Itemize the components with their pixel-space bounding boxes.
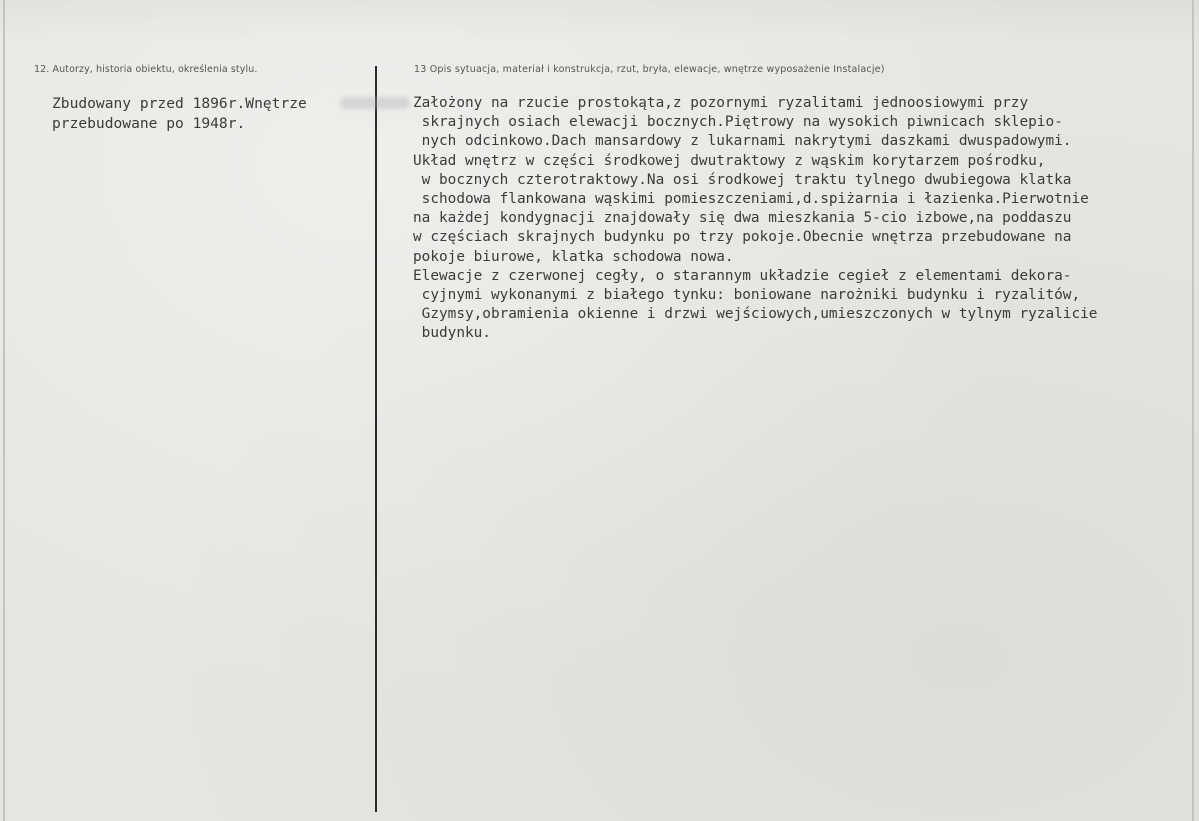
- authors-history-text: Zbudowany przed 1896r.Wnętrze przebudowane po 1948r.: [52, 95, 307, 132]
- column-divider: [375, 66, 377, 812]
- section-12-header: 12. Autorzy, historia obiektu, określenia stylu.: [34, 64, 258, 75]
- paper-shading: [0, 0, 1199, 40]
- description-text: Założony na rzucie prostokąta,z pozornymi ryzalitami jednoosiowymi przy skrajnych osiach elewacji bocznych.Piętrowy na wysokich piwnicach sklepio- nych odcinkowo.Dach mansardowy z lukarnami nakrytymi daszkami dwuspadowymi. Układ wnętrz w części środkowej dwutraktowy z wąskim korytarzem pośrodku, w bocznych czterotraktowy.Na osi środkowej traktu tylnego dwubiegowa klatka schodowa flankowana wąskimi pomieszczeniami,d.spiżarnia i łazienka.Pierwotnie na każdej kondygnacji znajdowały się dwa mieszkania 5-cio izbowe,na poddaszu w częściach skrajnych budynku po trzy pokoje.Obecnie wnętrza przebudowane na pokoje biurowe, klatka schodowa nowa. Elewacje z czerwonej cegły, o starannym układzie cegieł z elementami dekora- cyjnymi wykonanymi z białego tynku: boniowane narożniki budynku i ryzalitów, Gzymsy,obramienia okienne i drzwi wejściowych,umieszczonych w tylnym ryzalicie budynku.: [413, 95, 1098, 342]
- left-edge-line: [3, 0, 5, 821]
- right-edge-line: [1192, 0, 1194, 821]
- section-13-header: 13 Opis sytuacja, materiał i konstrukcja, rzut, bryła, elewacje, wnętrze wyposażenie Instalacje): [414, 64, 885, 75]
- ink-smudge: [340, 97, 410, 109]
